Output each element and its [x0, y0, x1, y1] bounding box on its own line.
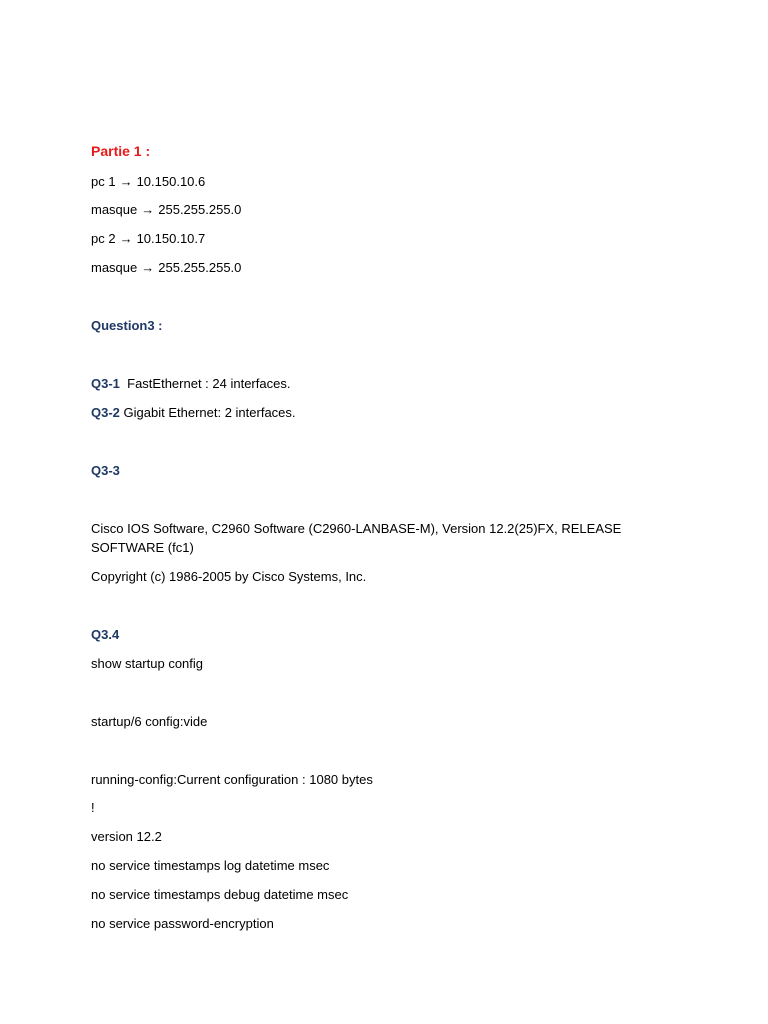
running-config-line: running-config:Current configuration : 1080 bytes [91, 772, 373, 787]
pc2-ip: 10.150.10.7 [136, 231, 206, 246]
pc1-line [91, 172, 205, 192]
version-line: version 12.2 [91, 829, 162, 844]
bang-line: ! [91, 800, 95, 815]
mask1-value: 255.255.255.0 [158, 202, 242, 217]
mask1-line [91, 200, 241, 220]
startup-config-line: startup/6 config:vide [91, 714, 208, 729]
arrow-icon: → [141, 260, 155, 275]
copyright-line: Copyright (c) 1986-2005 by Cisco Systems, Inc. [91, 569, 367, 584]
q31-text: FastEthernet : 24 interfaces. [127, 376, 291, 391]
mask2-line [91, 258, 241, 278]
q34-label: Q3.4 [91, 627, 120, 642]
mask1-label: masque [91, 202, 138, 217]
pc1-label: pc 1 [91, 174, 116, 189]
question3-heading: Question3 : [91, 318, 163, 333]
arrow-icon: → [119, 174, 133, 189]
q32-line [91, 403, 296, 423]
q32-text: Gigabit Ethernet: 2 interfaces. [123, 405, 296, 420]
password-encryption-line: no service password-encryption [91, 916, 274, 931]
pc2-line [91, 229, 205, 249]
ios-line-2: SOFTWARE (fc1) [91, 540, 194, 555]
timestamps-debug-line: no service timestamps debug datetime msec [91, 887, 349, 902]
pc2-label: pc 2 [91, 231, 116, 246]
show-command: show startup config [91, 656, 204, 671]
timestamps-log-line: no service timestamps log datetime msec [91, 858, 330, 873]
ios-line-1: Cisco IOS Software, C2960 Software (C2960-LANBASE-M), Version 12.2(25)FX, RELEASE [91, 521, 622, 536]
mask2-value: 255.255.255.0 [158, 260, 242, 275]
q31-label: Q3-1 [91, 376, 120, 391]
mask2-label: masque [91, 260, 138, 275]
pc1-ip: 10.150.10.6 [136, 174, 206, 189]
q33-label: Q3-3 [91, 463, 120, 478]
arrow-icon: → [141, 202, 155, 217]
arrow-icon: → [119, 231, 133, 246]
q31-line [91, 374, 290, 394]
section-title: Partie 1 : [91, 143, 151, 159]
q32-label: Q3-2 [91, 405, 120, 420]
